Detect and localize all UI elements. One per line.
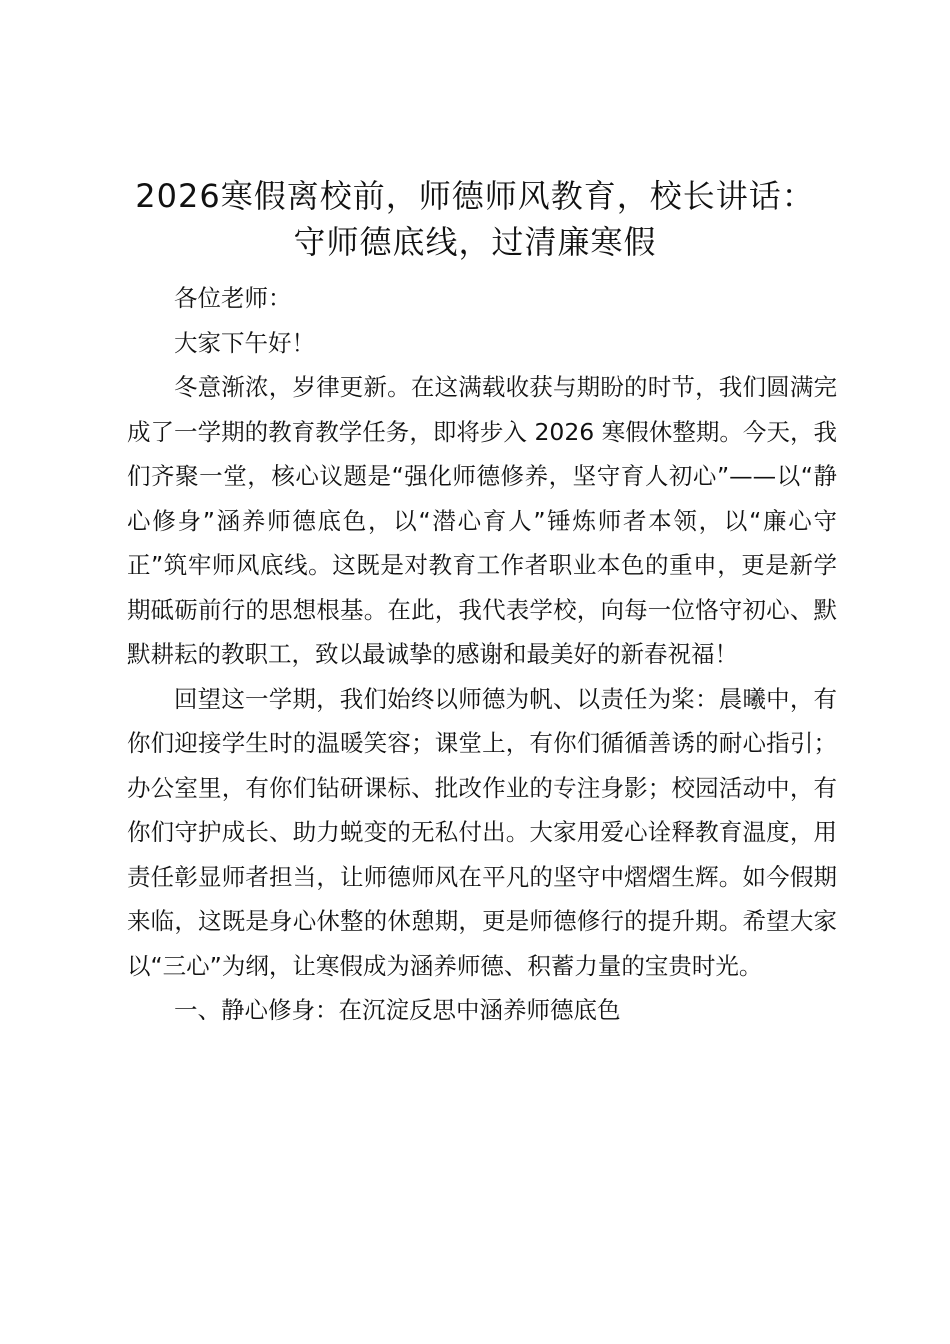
document-body: [127, 276, 837, 1033]
section-1-heading: 一、静心修身：在沉淀反思中涵养师德底色: [174, 996, 621, 1024]
paragraph-1: 冬意渐浓，岁律更新。在这满载收获与期盼的时节，我们圆满完成了一学期的教育教学任务，即将步入 2026 寒假休整期。今天，我们齐聚一堂，核心议题是“强化师德修养，坚守育人初心”——以“静心修身”涵养师德底色，以“潜心育人”锤炼师者本领，以“廉心守正”筑牢师风底线。这既是对教育工作者职业本色的重申，更是新学期砥砺前行的思想根基。在此，我代表学校，向每一位恪守初心、默默耕耘的教职工，致以最诚挚的感谢和最美好的新春祝福！: [127, 373, 837, 668]
title-line-1: 2026寒假离校前，师德师风教育，校长讲话：: [135, 177, 815, 215]
document-title: [0, 173, 950, 265]
greeting: 大家下午好！: [174, 328, 315, 357]
title-line-2: 守师德底线，过清廉寒假: [293, 223, 657, 261]
paragraph-2: 回望这一学期，我们始终以师德为帆、以责任为桨：晨曦中，有你们迎接学生时的温暖笑容；课堂上，有你们循循善诱的耐心指引；办公室里，有你们钻研课标、批改作业的专注身影；校园活动中，有你们守护成长、助力蜕变的无私付出。大家用爱心诠释教育温度，用责任彰显师者担当，让师德师风在平凡的坚守中熠熠生辉。如今假期来临，这既是身心休整的休憩期，更是师德修行的提升期。希望大家以“三心”为纲，让寒假成为涵养师德、积蓄力量的宝贵时光。: [127, 684, 837, 980]
salutation: 各位老师：: [174, 284, 292, 312]
